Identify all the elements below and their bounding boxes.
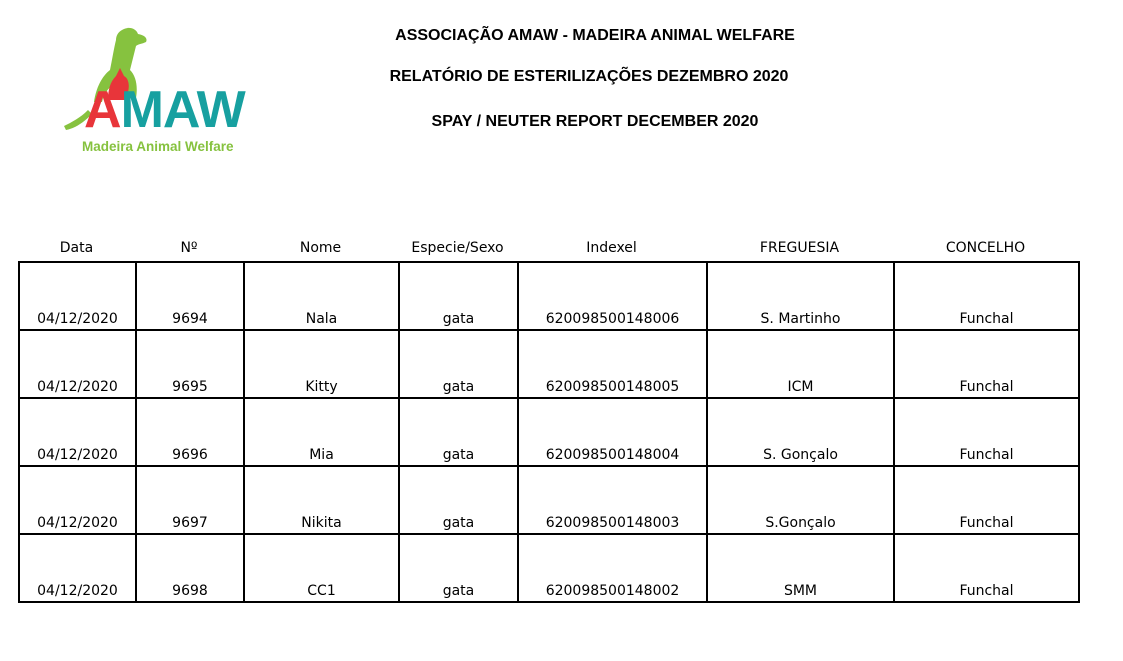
name-cell: Nikita — [244, 466, 399, 534]
concelho-cell: Funchal — [894, 534, 1079, 602]
report-title-en: SPAY / NEUTER REPORT DECEMBER 2020 — [431, 113, 759, 130]
indexel-cell: 620098500148003 — [518, 466, 707, 534]
column-header-number: Nº — [180, 240, 198, 256]
table-row — [19, 330, 1079, 398]
column-header-freguesia: FREGUESIA — [759, 240, 840, 256]
date-cell: 04/12/2020 — [19, 330, 136, 398]
logo-letter: A — [162, 81, 197, 139]
number-cell: 9695 — [136, 330, 244, 398]
report-title-pt: RELATÓRIO DE ESTERILIZAÇÕES DEZEMBRO 2020 — [389, 68, 789, 85]
name-cell: Kitty — [244, 330, 399, 398]
column-header-indexel: Indexel — [586, 240, 637, 256]
logo-letter: A — [84, 81, 121, 139]
freguesia-cell: S. Martinho — [707, 262, 894, 330]
number-cell: 9697 — [136, 466, 244, 534]
sterilization-table — [18, 261, 1080, 603]
logo-letter: M — [120, 81, 163, 139]
number-cell: 9696 — [136, 398, 244, 466]
indexel-cell: 620098500148004 — [518, 398, 707, 466]
column-header-concelho: CONCELHO — [945, 240, 1026, 256]
indexel-cell: 620098500148002 — [518, 534, 707, 602]
amaw-logo — [58, 26, 248, 161]
concelho-cell: Funchal — [894, 330, 1079, 398]
table-row — [19, 262, 1079, 330]
logo-wordmark — [84, 81, 245, 139]
species-sex-cell: gata — [399, 466, 518, 534]
species-sex-cell: gata — [399, 262, 518, 330]
date-cell: 04/12/2020 — [19, 398, 136, 466]
number-cell: 9694 — [136, 262, 244, 330]
number-cell: 9698 — [136, 534, 244, 602]
table-row — [19, 466, 1079, 534]
species-sex-cell: gata — [399, 534, 518, 602]
freguesia-cell: ICM — [707, 330, 894, 398]
concelho-cell: Funchal — [894, 398, 1079, 466]
name-cell: Mia — [244, 398, 399, 466]
column-header-nome: Nome — [299, 240, 342, 256]
table-header-row — [18, 240, 1078, 262]
concelho-cell: Funchal — [894, 262, 1079, 330]
concelho-cell: Funchal — [894, 466, 1079, 534]
logo-tagline: Madeira Animal Welfare — [82, 139, 234, 154]
species-sex-cell: gata — [399, 398, 518, 466]
column-header-data: Data — [59, 240, 94, 256]
association-title: ASSOCIAÇÃO AMAW - MADEIRA ANIMAL WELFARE — [395, 27, 795, 44]
column-header-especie-sexo: Especie/Sexo — [411, 240, 504, 256]
date-cell: 04/12/2020 — [19, 262, 136, 330]
table-row — [19, 534, 1079, 602]
freguesia-cell: SMM — [707, 534, 894, 602]
indexel-cell: 620098500148005 — [518, 330, 707, 398]
table-row — [19, 398, 1079, 466]
date-cell: 04/12/2020 — [19, 534, 136, 602]
name-cell: Nala — [244, 262, 399, 330]
name-cell: CC1 — [244, 534, 399, 602]
freguesia-cell: S.Gonçalo — [707, 466, 894, 534]
freguesia-cell: S. Gonçalo — [707, 398, 894, 466]
species-sex-cell: gata — [399, 330, 518, 398]
indexel-cell: 620098500148006 — [518, 262, 707, 330]
logo-letter: W — [196, 81, 245, 139]
date-cell: 04/12/2020 — [19, 466, 136, 534]
